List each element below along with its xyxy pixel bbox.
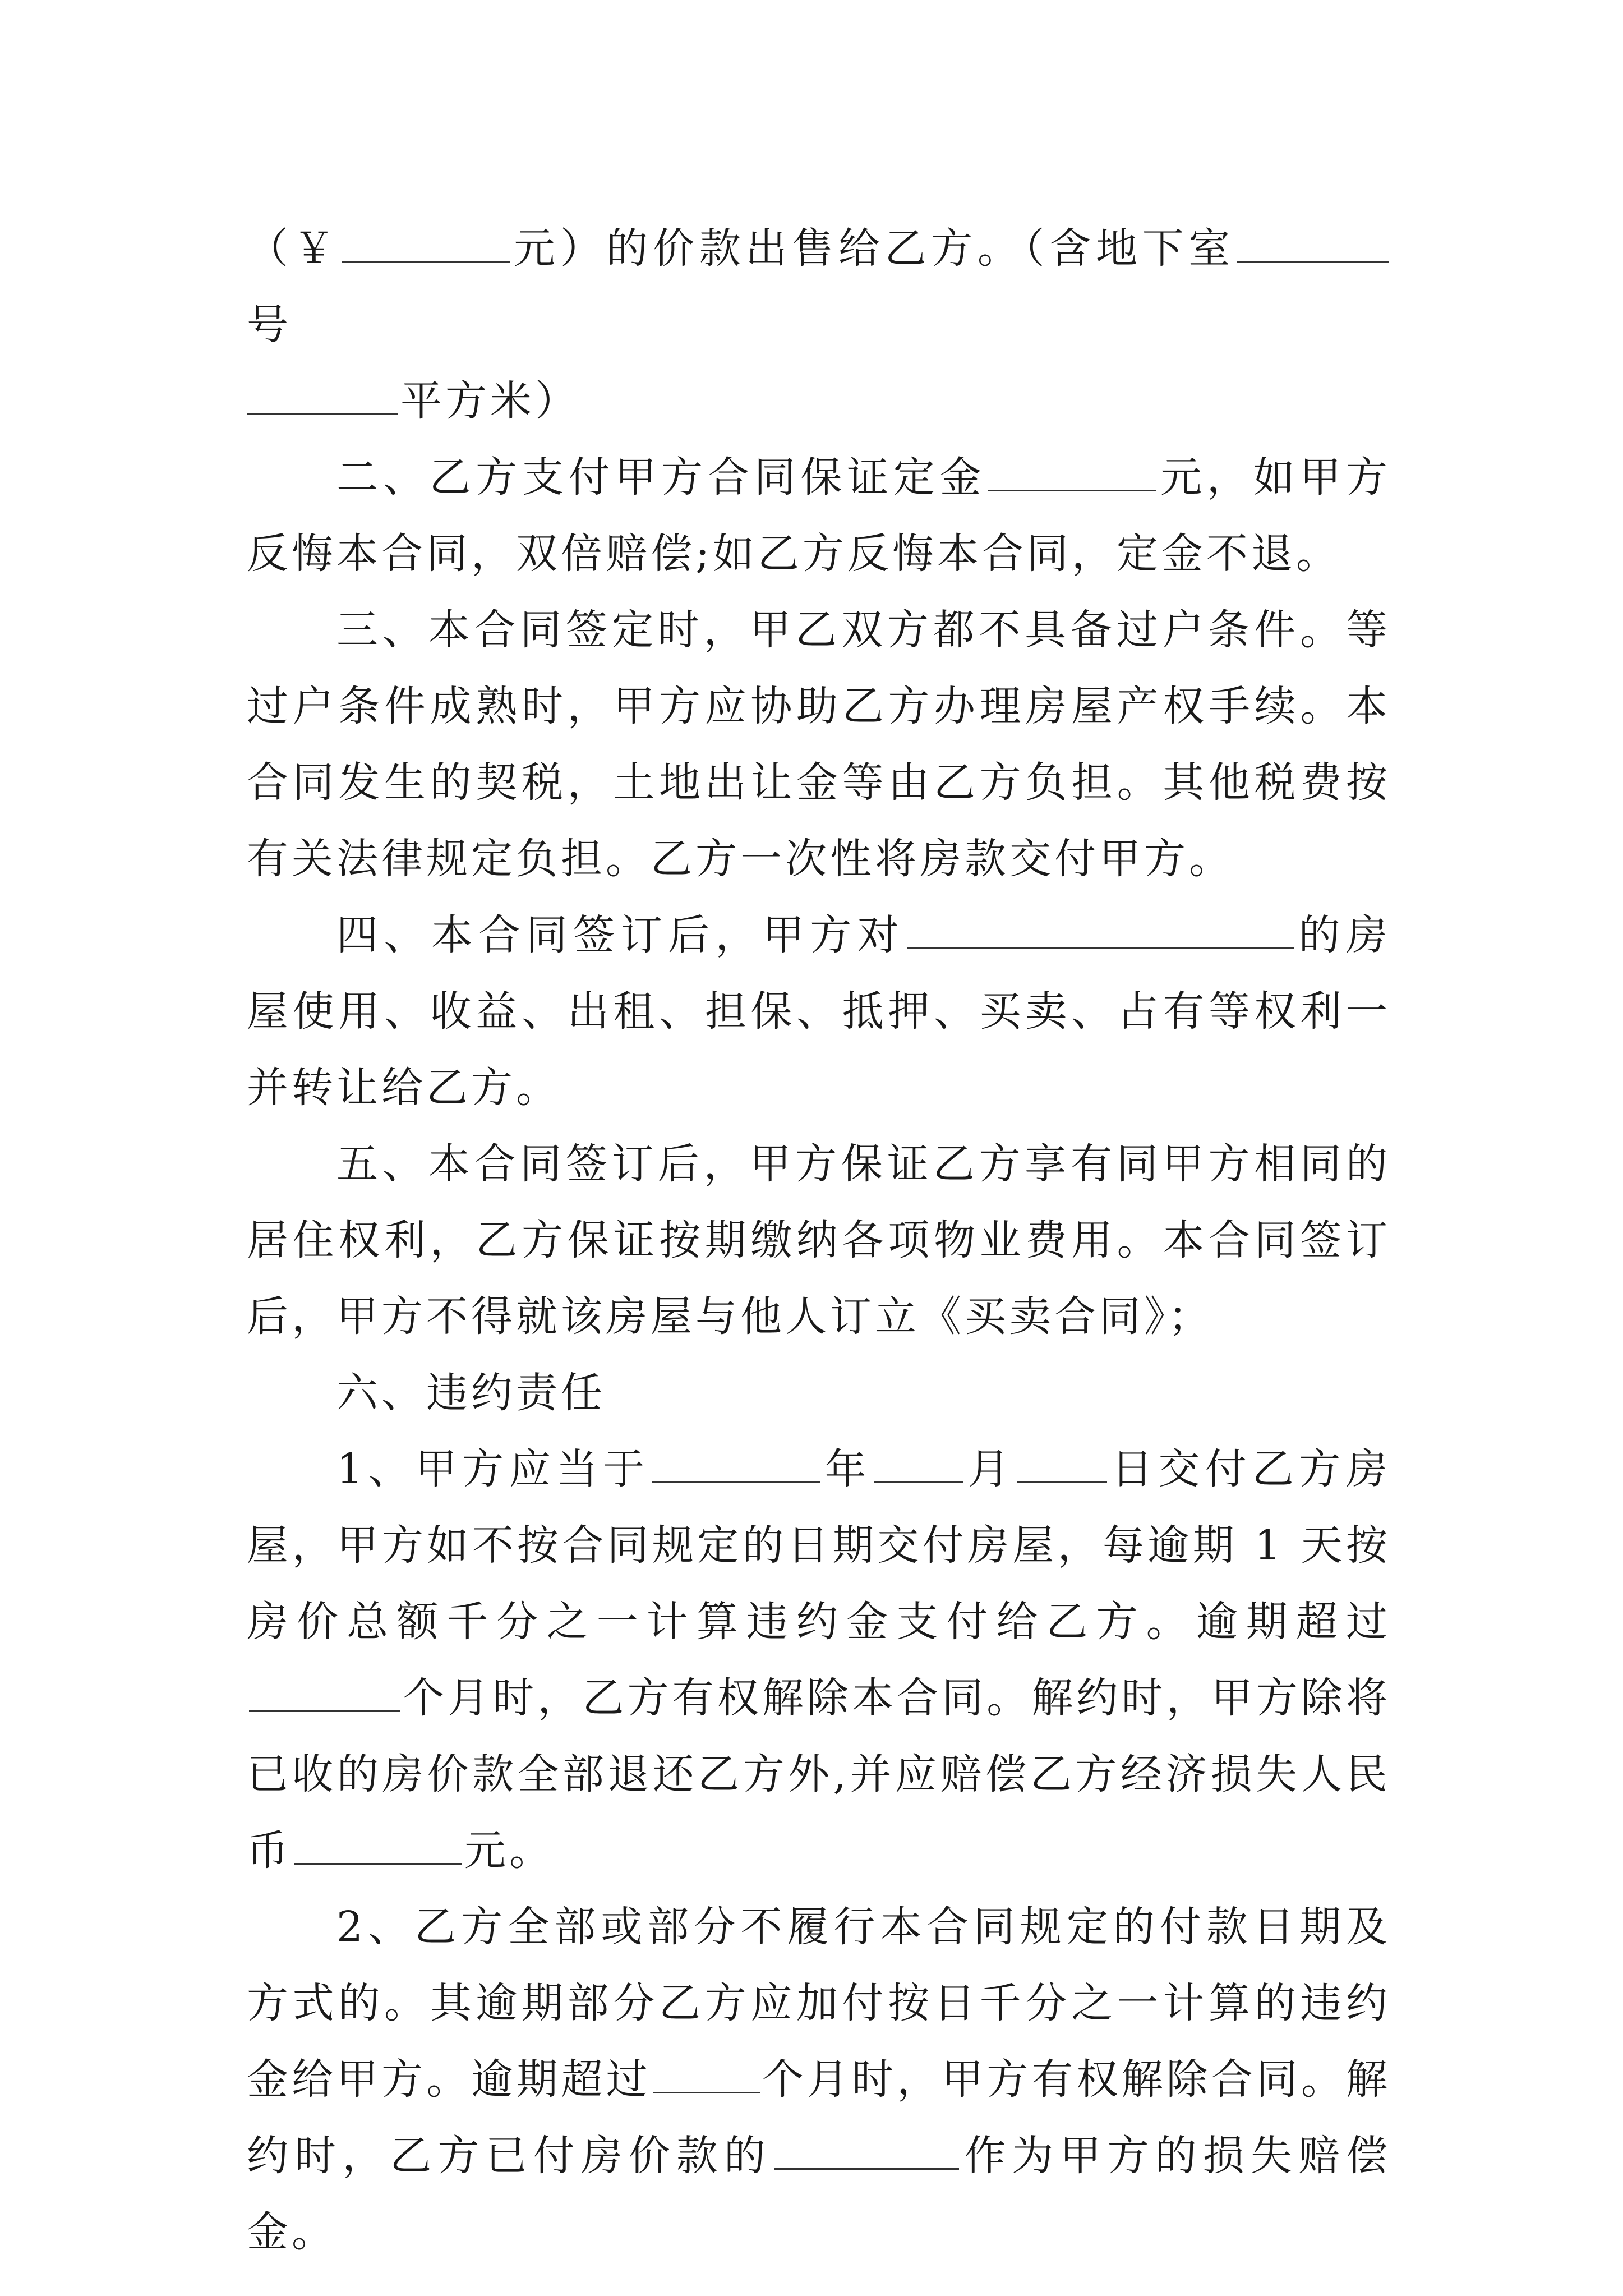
blank-delivery-year [652,1449,820,1483]
blank-basement-area [247,381,398,415]
blank-price-amount [342,228,510,263]
text-segment: 月 [966,1445,1015,1493]
text-segment: 年 [822,1445,872,1493]
blank-buyer-overdue-months [653,2059,760,2093]
text-segment: 2、乙方全部或部分不履行本合同规定的付款日期及方式的。其逾期部分乙方应加付按日千分之一计算的违约金给甲方。逾期超过 [247,1903,1391,2104]
blank-delivery-month [874,1449,963,1483]
paragraph-deposit [247,439,1391,592]
paragraph-seller-breach [247,1431,1391,1889]
blank-overdue-months [249,1678,400,1712]
text-segment: 日交付乙方房屋，甲方如不按合同规定的日期交付房屋，每逾期 1 天按房价总额千分之一计算违约金支付给乙方。逾期超过 [247,1445,1391,1646]
text-segment: 个月时，甲方有权解除合同。解约时，乙方已付房价款的 [247,2055,1391,2180]
blank-deposit-amount [988,457,1156,491]
text-segment: 的房屋使用、收益、出租、担保、抵押、买卖、占有等权利一并转让给乙方。 [247,911,1391,1112]
text-segment: 四、本合同签订后，甲方对 [336,911,905,959]
text-segment: 元。 [464,1826,554,1875]
paragraph-transfer: 三、本合同签定时，甲乙双方都不具备过户条件。等过户条件成熟时，甲方应协助乙方办理房屋产权手续。本合同发生的契税，土地出让金等由乙方负担。其他税费按有关法律规定负担。乙方一次性将房款交付甲方。 [247,606,1391,883]
text-segment: 1、甲方应当于 [336,1445,650,1493]
text-segment: 号 [247,301,292,349]
paragraph-buyer-breach [247,1889,1391,2270]
paragraph-price [247,210,1391,439]
text-segment: 二、乙方支付甲方合同保证定金 [336,453,986,501]
text-segment: 元）的价款出售给乙方。（含地下室 [512,224,1235,273]
text-segment: 个月时，乙方有权解除本合同。解约时，甲方除将已收的房价款全部退还乙方外,并应赔偿乙方经济损失人民币 [247,1674,1391,1875]
blank-basement-number [1237,228,1389,263]
paragraph-residence: 五、本合同签订后，甲方保证乙方享有同甲方相同的居住权利，乙方保证按期缴纳各项物业费用。本合同签订后，甲方不得就该房屋与他人订立《买卖合同》； [247,1140,1391,1341]
blank-compensation-amount [294,1830,462,1865]
blank-delivery-day [1017,1449,1107,1483]
text-segment: 作为甲方的损失赔偿金。 [247,2132,1391,2256]
text-segment: （￥ [247,224,340,273]
document-body [247,210,1391,2270]
text-segment: 元，如甲方反悔本合同，双倍赔偿;如乙方反悔本合同，定金不退。 [247,453,1391,578]
section-heading-breach: 六、违约责任 [336,1369,606,1417]
blank-compensation-ratio [774,2136,959,2170]
paragraph-rights [247,897,1391,1126]
text-segment: 平方米） [400,377,580,425]
blank-property-address [907,915,1294,949]
